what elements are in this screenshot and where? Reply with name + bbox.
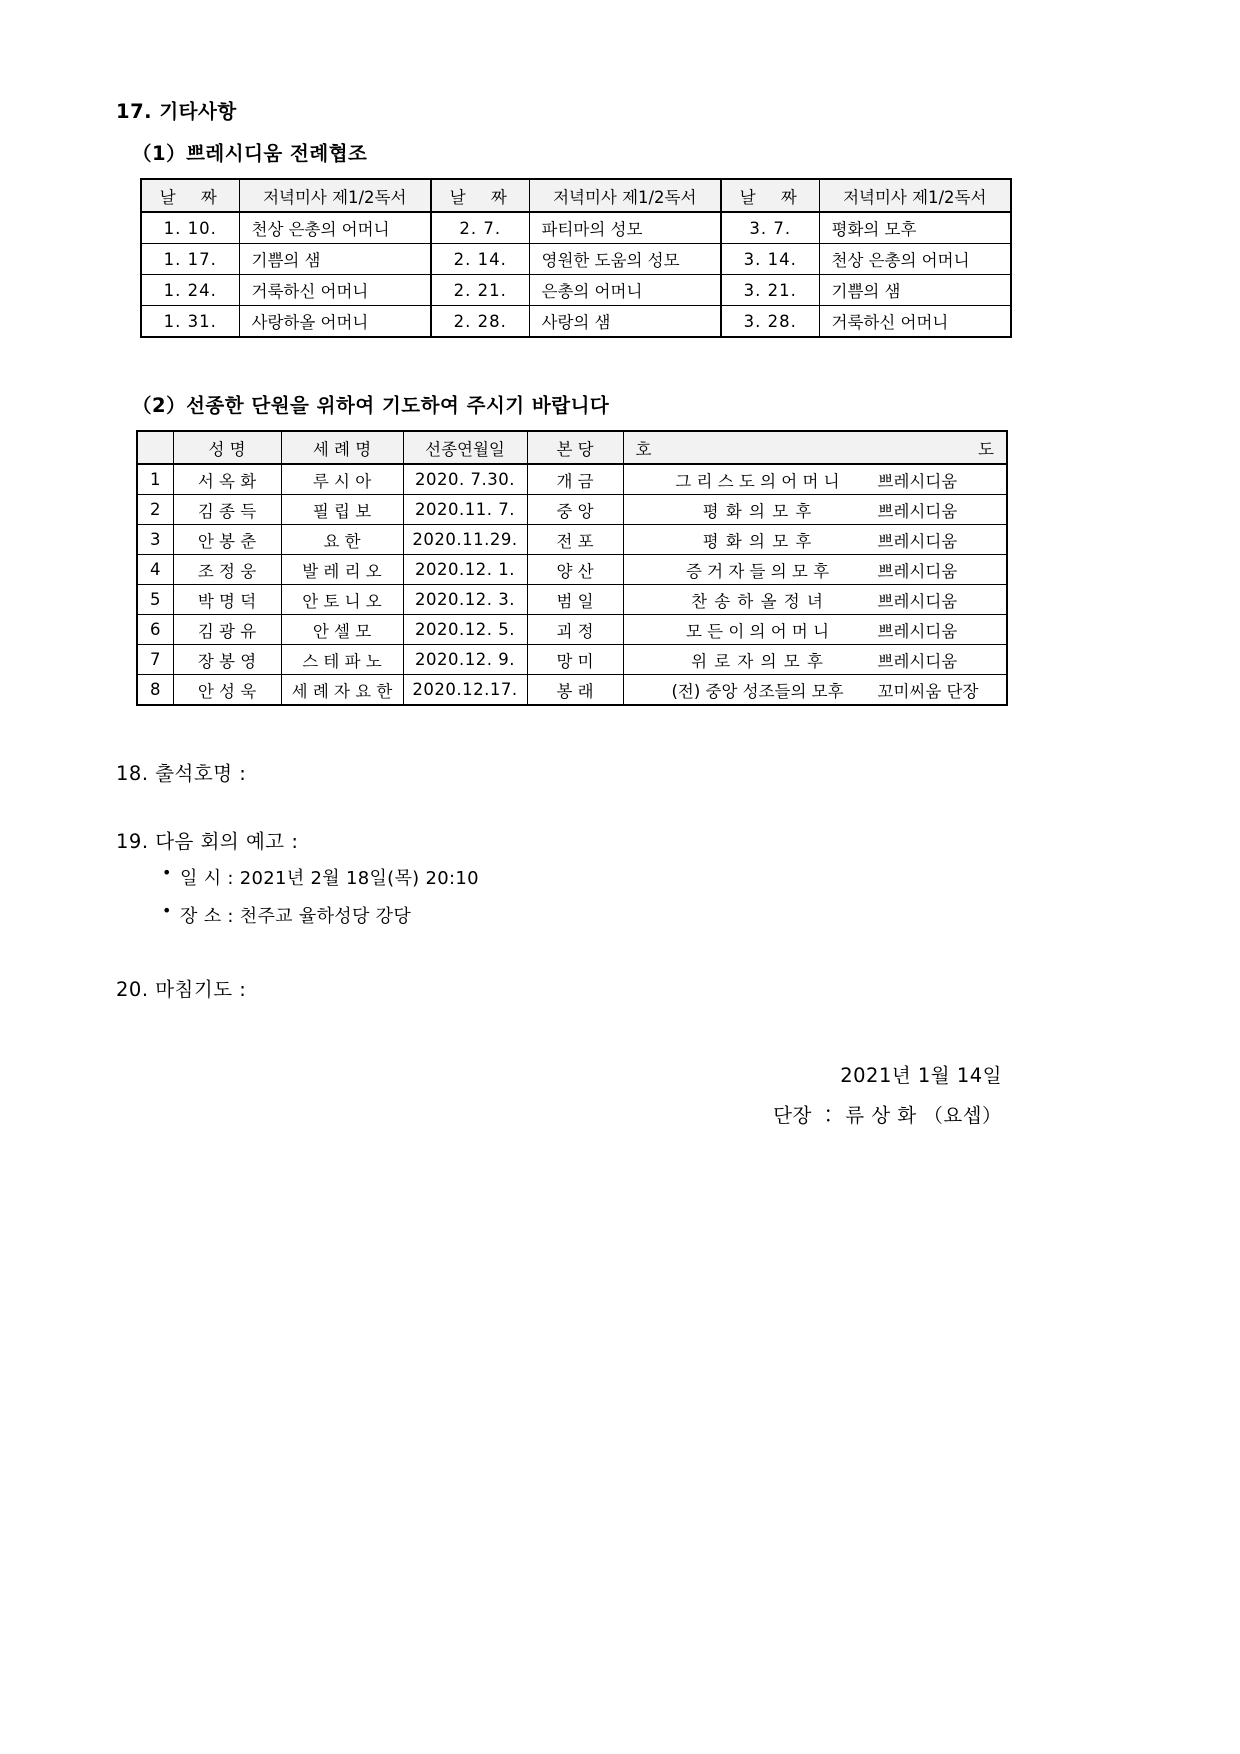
cell-name: 안 봉 춘 <box>173 525 281 555</box>
table-row <box>137 495 1007 525</box>
cell-date: 1. 17. <box>141 244 239 275</box>
cell-date: 3. 21. <box>721 275 819 306</box>
signature-date: 2021년 1월 14일 <box>840 1064 1002 1087</box>
cell-name: 안 성 욱 <box>173 675 281 706</box>
deceased-members-table <box>136 430 1008 706</box>
spacer <box>110 338 1130 390</box>
table-row <box>137 525 1007 555</box>
header-presidium-do: 도 <box>978 439 994 459</box>
cell-reading: 거룩하신 어머니 <box>239 275 431 306</box>
cell-baptismal-name: 세 례 자 요 한 <box>281 675 403 706</box>
cell-name: 장 봉 영 <box>173 645 281 675</box>
cell-name: 조 정 웅 <box>173 555 281 585</box>
cell-presidium <box>623 645 1007 675</box>
table-row <box>137 675 1007 706</box>
cell-presidium <box>623 495 1007 525</box>
table-header-row <box>137 431 1007 464</box>
cell-death-date: 2020.12. 9. <box>403 645 527 675</box>
next-meeting-location: • 장 소 : 천주교 율하성당 강당 <box>162 902 1130 928</box>
cell-baptismal-name: 안 토 니 오 <box>281 585 403 615</box>
table-row <box>141 275 1011 306</box>
cell-presidium-hodo: 모 든 이 의 어 머 니 <box>685 621 830 641</box>
cell-parish: 범 일 <box>527 585 623 615</box>
cell-date: 1. 24. <box>141 275 239 306</box>
table-row <box>141 306 1011 338</box>
cell-date: 2. 14. <box>431 244 529 275</box>
cell-no: 7 <box>137 645 173 675</box>
cell-date: 3. 28. <box>721 306 819 338</box>
cell-presidium-hodo: 증 거 자 들 의 모 후 <box>685 561 830 581</box>
cell-name: 서 옥 화 <box>173 464 281 495</box>
header-date-3: 날 짜 <box>721 179 819 212</box>
table-row <box>137 555 1007 585</box>
cell-death-date: 2020.12. 5. <box>403 615 527 645</box>
header-parish: 본 당 <box>527 431 623 464</box>
table-row <box>141 212 1011 244</box>
cell-reading: 사랑의 샘 <box>529 306 721 338</box>
cell-presidium <box>623 555 1007 585</box>
cell-reading: 거룩하신 어머니 <box>819 306 1011 338</box>
header-presidium <box>623 431 1007 464</box>
cell-death-date: 2020. 7.30. <box>403 464 527 495</box>
cell-reading: 영원한 도움의 성모 <box>529 244 721 275</box>
cell-presidium-name: 꼬미씨움 단장 <box>877 681 979 701</box>
cell-baptismal-name: 스 테 파 노 <box>281 645 403 675</box>
cell-death-date: 2020.12. 3. <box>403 585 527 615</box>
cell-parish: 양 산 <box>527 555 623 585</box>
signature-block <box>110 1060 1130 1128</box>
next-meeting-details <box>162 864 1130 928</box>
item-20-closing-prayer: 20. 마침기도 : <box>116 978 247 1001</box>
liturgy-table-wrapper <box>140 178 1130 338</box>
cell-reading: 기쁨의 샘 <box>239 244 431 275</box>
table-header-row <box>141 179 1011 212</box>
section-17-title: 17. 기타사항 <box>116 100 237 123</box>
cell-reading: 은총의 어머니 <box>529 275 721 306</box>
cell-date: 2. 7. <box>431 212 529 244</box>
cell-presidium <box>623 525 1007 555</box>
cell-death-date: 2020.12. 1. <box>403 555 527 585</box>
cell-name: 김 종 득 <box>173 495 281 525</box>
cell-presidium-name: 쁘레시디움 <box>877 621 958 641</box>
cell-presidium-name: 쁘레시디움 <box>877 561 958 581</box>
item-18-attendance: 18. 출석호명 : <box>116 762 247 785</box>
cell-presidium <box>623 464 1007 495</box>
cell-no: 6 <box>137 615 173 645</box>
cell-presidium-hodo: (전) 중앙 성조들의 모후 <box>671 681 844 701</box>
cell-parish: 개 금 <box>527 464 623 495</box>
signature-name: 단장 ： 류 상 화 （요셉） <box>773 1104 1002 1127</box>
cell-no: 2 <box>137 495 173 525</box>
header-no <box>137 431 173 464</box>
cell-presidium-name: 쁘레시디움 <box>877 651 958 671</box>
cell-no: 4 <box>137 555 173 585</box>
cell-reading: 천상 은총의 어머니 <box>819 244 1011 275</box>
cell-reading: 파티마의 성모 <box>529 212 721 244</box>
cell-death-date: 2020.12.17. <box>403 675 527 706</box>
cell-baptismal-name: 요 한 <box>281 525 403 555</box>
cell-date: 3. 14. <box>721 244 819 275</box>
cell-parish: 중 앙 <box>527 495 623 525</box>
cell-presidium-name: 쁘레시디움 <box>877 501 958 521</box>
liturgy-support-table <box>140 178 1012 338</box>
table-row <box>137 464 1007 495</box>
item-19-next-meeting: 19. 다음 회의 예고 : <box>116 830 299 853</box>
cell-reading: 사랑하올 어머니 <box>239 306 431 338</box>
cell-presidium-hodo: 평 화 의 모 후 <box>702 531 813 551</box>
cell-no: 5 <box>137 585 173 615</box>
header-date-1: 날 짜 <box>141 179 239 212</box>
cell-baptismal-name: 루 시 아 <box>281 464 403 495</box>
cell-no: 8 <box>137 675 173 706</box>
cell-presidium-name: 쁘레시디움 <box>877 531 958 551</box>
cell-date: 1. 10. <box>141 212 239 244</box>
cell-presidium <box>623 615 1007 645</box>
spacer <box>110 940 1130 974</box>
cell-presidium-name: 쁘레시디움 <box>877 471 958 491</box>
header-reading-1: 저녁미사 제1/2독서 <box>239 179 431 212</box>
cell-reading: 천상 은총의 어머니 <box>239 212 431 244</box>
cell-no: 1 <box>137 464 173 495</box>
cell-baptismal-name: 필 립 보 <box>281 495 403 525</box>
cell-parish: 전 포 <box>527 525 623 555</box>
header-death-date: 선종연월일 <box>403 431 527 464</box>
header-name: 성 명 <box>173 431 281 464</box>
cell-name: 박 명 덕 <box>173 585 281 615</box>
cell-death-date: 2020.11. 7. <box>403 495 527 525</box>
cell-presidium-hodo: 위 로 자 의 모 후 <box>691 651 824 671</box>
cell-presidium-hodo: 찬 송 하 올 정 녀 <box>691 591 824 611</box>
cell-parish: 망 미 <box>527 645 623 675</box>
cell-parish: 봉 래 <box>527 675 623 706</box>
deceased-table-wrapper <box>136 430 1130 706</box>
cell-death-date: 2020.11.29. <box>403 525 527 555</box>
cell-reading: 평화의 모후 <box>819 212 1011 244</box>
cell-presidium-hodo: 평 화 의 모 후 <box>702 501 813 521</box>
cell-reading: 기쁨의 샘 <box>819 275 1011 306</box>
header-reading-3: 저녁미사 제1/2독서 <box>819 179 1011 212</box>
cell-presidium-hodo: 그 리 스 도 의 어 머 니 <box>675 471 840 491</box>
next-meeting-datetime: • 일 시 : 2021년 2월 18일(목) 20:10 <box>162 864 1130 890</box>
subsection-2-title: （2）선종한 단원을 위하여 기도하여 주시기 바랍니다 <box>132 394 610 417</box>
cell-presidium <box>623 585 1007 615</box>
spacer <box>110 706 1130 758</box>
table-row <box>137 645 1007 675</box>
cell-presidium <box>623 675 1007 706</box>
cell-name: 김 광 유 <box>173 615 281 645</box>
subsection-1-title: （1）쁘레시디움 전례협조 <box>132 142 368 165</box>
cell-parish: 괴 정 <box>527 615 623 645</box>
cell-date: 2. 21. <box>431 275 529 306</box>
deceased-table-body <box>137 464 1007 705</box>
cell-date: 1. 31. <box>141 306 239 338</box>
table-row <box>137 585 1007 615</box>
table-row <box>137 615 1007 645</box>
spacer <box>110 792 1130 826</box>
header-baptismal-name: 세 례 명 <box>281 431 403 464</box>
header-reading-2: 저녁미사 제1/2독서 <box>529 179 721 212</box>
header-presidium-ho: 호 <box>635 439 652 459</box>
table-row <box>141 244 1011 275</box>
cell-no: 3 <box>137 525 173 555</box>
header-date-2: 날 짜 <box>431 179 529 212</box>
cell-date: 2. 28. <box>431 306 529 338</box>
cell-date: 3. 7. <box>721 212 819 244</box>
cell-baptismal-name: 발 레 리 오 <box>281 555 403 585</box>
cell-presidium-name: 쁘레시디움 <box>877 591 958 611</box>
cell-baptismal-name: 안 셀 모 <box>281 615 403 645</box>
